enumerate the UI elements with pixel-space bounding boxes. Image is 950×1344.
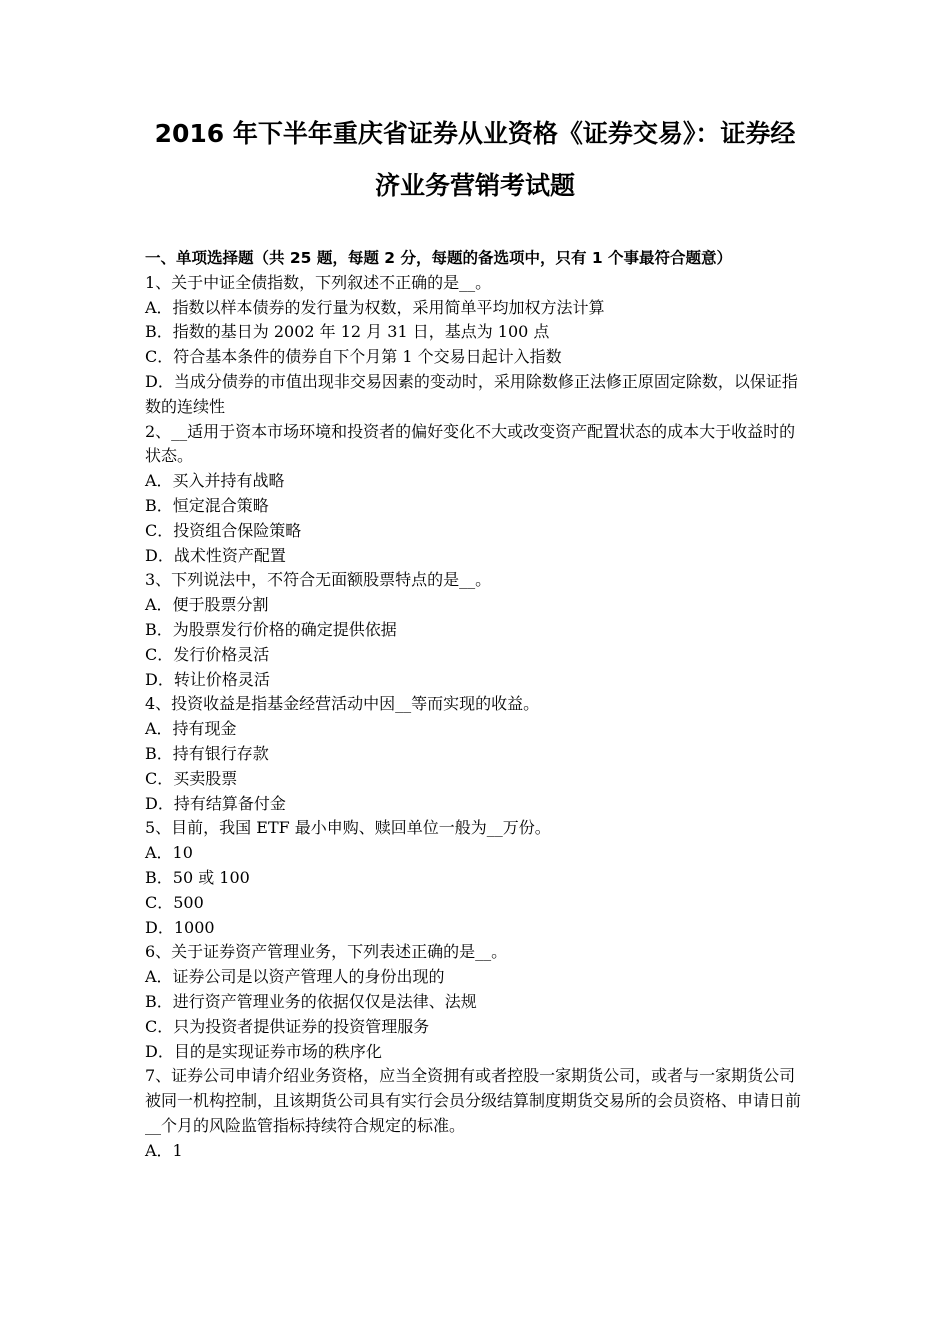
option-d: D．持有结算备付金 bbox=[145, 793, 286, 813]
option-d: D．战术性资产配置 bbox=[145, 545, 286, 565]
option-c: C．买卖股票 bbox=[145, 768, 238, 788]
question-stem: 7、证券公司申请介绍业务资格，应当全资拥有或者控股一家期货公司，或者与一家期货公司被同一机构控制，且该期货公司具有实行会员分级结算制度期货交易所的会员资格、申请日前__个月的风险监管指标持续符合规定的标准。 bbox=[145, 1066, 802, 1135]
option-a: A．10 bbox=[145, 843, 193, 863]
question-stem: 4、投资收益是指基金经营活动中因__等而实现的收益。 bbox=[145, 694, 540, 714]
question-3 bbox=[145, 568, 805, 692]
option-d: D．1000 bbox=[145, 917, 215, 937]
question-stem: 6、关于证券资产管理业务，下列表述正确的是__。 bbox=[145, 942, 508, 962]
option-c: C．投资组合保险策略 bbox=[145, 520, 302, 540]
option-d: D．目的是实现证券市场的秩序化 bbox=[145, 1041, 382, 1061]
option-a: A．买入并持有战略 bbox=[145, 471, 285, 491]
option-a: A．持有现金 bbox=[145, 719, 237, 739]
question-stem: 1、关于中证全债指数，下列叙述不正确的是__。 bbox=[145, 272, 492, 292]
option-d: D．转让价格灵活 bbox=[145, 669, 270, 689]
question-2 bbox=[145, 420, 805, 569]
document-title-line-2: 济业务营销考试题 bbox=[374, 171, 575, 200]
question-6 bbox=[145, 940, 805, 1064]
question-5 bbox=[145, 816, 805, 940]
option-c: C．500 bbox=[145, 892, 204, 912]
option-b: B．持有银行存款 bbox=[145, 743, 269, 763]
option-a: A．便于股票分割 bbox=[145, 595, 269, 615]
question-stem: 3、下列说法中，不符合无面额股票特点的是__。 bbox=[145, 570, 492, 590]
option-a: A．证券公司是以资产管理人的身份出现的 bbox=[145, 967, 445, 987]
option-b: B．进行资产管理业务的依据仅仅是法律、法规 bbox=[145, 991, 477, 1011]
document-title-line-1: 2016 年下半年重庆省证券从业资格《证券交易》：证券经 bbox=[154, 119, 796, 148]
question-7 bbox=[145, 1064, 805, 1163]
question-1 bbox=[145, 271, 805, 420]
question-stem: 2、__适用于资本市场环境和投资者的偏好变化不大或改变资产配置状态的成本大于收益时的状态。 bbox=[145, 421, 796, 466]
option-c: C．只为投资者提供证券的投资管理服务 bbox=[145, 1016, 430, 1036]
option-b: B．指数的基日为 2002 年 12 月 31 日，基点为 100 点 bbox=[145, 322, 550, 342]
document-body bbox=[145, 246, 805, 1163]
option-c: C．发行价格灵活 bbox=[145, 644, 270, 664]
option-b: B．恒定混合策略 bbox=[145, 495, 269, 515]
option-b: B．50 或 100 bbox=[145, 867, 250, 887]
option-a: A．1 bbox=[145, 1140, 183, 1160]
option-c: C．符合基本条件的债券自下个月第 1 个交易日起计入指数 bbox=[145, 347, 562, 367]
section-heading: 一、单项选择题（共 25 题，每题 2 分，每题的备选项中，只有 1 个事最符合题意） bbox=[145, 249, 733, 267]
option-d: D．当成分债券的市值出现非交易因素的变动时，采用除数修正法修正原固定除数，以保证指数的连续性 bbox=[145, 371, 798, 416]
question-stem: 5、目前，我国 ETF 最小申购、赎回单位一般为__万份。 bbox=[145, 818, 551, 838]
option-a: A．指数以样本债券的发行量为权数，采用简单平均加权方法计算 bbox=[145, 297, 605, 317]
question-4 bbox=[145, 692, 805, 816]
option-b: B．为股票发行价格的确定提供依据 bbox=[145, 619, 397, 639]
